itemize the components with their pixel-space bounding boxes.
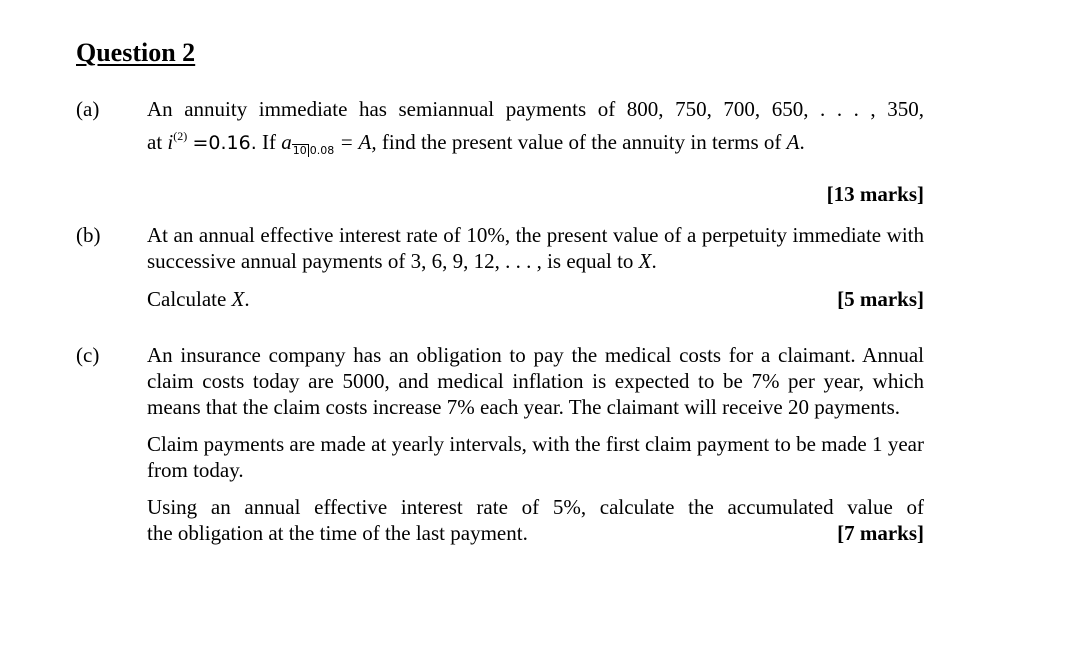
part-b-label: (b) bbox=[76, 223, 101, 247]
part-a-line2 bbox=[147, 123, 924, 164]
part-a-if: If bbox=[262, 130, 277, 154]
part-b-paragraph bbox=[147, 222, 924, 274]
interest-symbol bbox=[167, 130, 187, 154]
interest-i: i bbox=[167, 130, 174, 154]
part-a-A: A bbox=[786, 130, 800, 154]
annuity-term: 10 bbox=[292, 144, 307, 157]
part-a-at: at bbox=[147, 130, 163, 154]
annuity-a: a bbox=[281, 130, 292, 154]
part-c-body bbox=[147, 342, 924, 546]
part-b-calculate bbox=[147, 286, 250, 312]
part-c-label: (c) bbox=[76, 343, 100, 367]
part-a-line2-rest: find the present value of the annuity in terms of bbox=[381, 130, 782, 154]
part-b-period: . bbox=[651, 249, 657, 273]
part-c-paragraph3-line2: the obligation at the time of the last payment. bbox=[147, 521, 528, 545]
annuity-symbol bbox=[281, 129, 334, 164]
interest-value: =0.16. bbox=[192, 132, 257, 154]
part-c-last-line bbox=[147, 520, 924, 546]
interest-superscript: (2) bbox=[173, 129, 188, 143]
annuity-rate: 0.08 bbox=[309, 144, 335, 157]
part-c-paragraph1: An insurance company has an obligation to pay the medical costs for a claimant. Annual claim costs today are 5000, and medical inflation is expected to be 7% per year, which means that the claim costs increase 7% each year. The claimant will receive 20 payments. bbox=[147, 343, 924, 419]
part-b-calculate-line bbox=[147, 286, 924, 312]
part-a-marks: [13 marks] bbox=[826, 182, 924, 206]
part-b-marks: [5 marks] bbox=[837, 287, 924, 311]
part-c-marks: [7 marks] bbox=[837, 521, 924, 545]
part-a-line1: An annuity immediate has semiannual payments of 800, 750, 700, 650, . . . , 350, bbox=[147, 97, 924, 121]
part-b-calculate-period: . bbox=[244, 287, 250, 311]
part-a-label: (a) bbox=[76, 97, 100, 121]
annuity-equals-A: = A, bbox=[339, 130, 377, 154]
part-b-text: At an annual effective interest rate of 10%, the present value of a perpetuity immediate with successive annual payments of 3, 6, 9, 12, . . . , is equal to bbox=[147, 223, 924, 273]
part-a-period: . bbox=[799, 130, 805, 154]
question-heading: Question 2 bbox=[76, 38, 196, 67]
annuity-angle bbox=[292, 138, 335, 164]
part-c-paragraph3-line1: Using an annual effective interest rate of 5%, calculate the accumulated value of bbox=[147, 495, 924, 519]
part-b-calculate-text: Calculate bbox=[147, 287, 227, 311]
part-b-calculate-X: X bbox=[231, 287, 245, 311]
part-c-paragraph2: Claim payments are made at yearly intervals, with the first claim payment to be made 1 year from today. bbox=[147, 432, 924, 482]
part-b-X: X bbox=[638, 249, 652, 273]
part-b-body bbox=[147, 222, 924, 312]
part-a-body bbox=[147, 96, 924, 207]
